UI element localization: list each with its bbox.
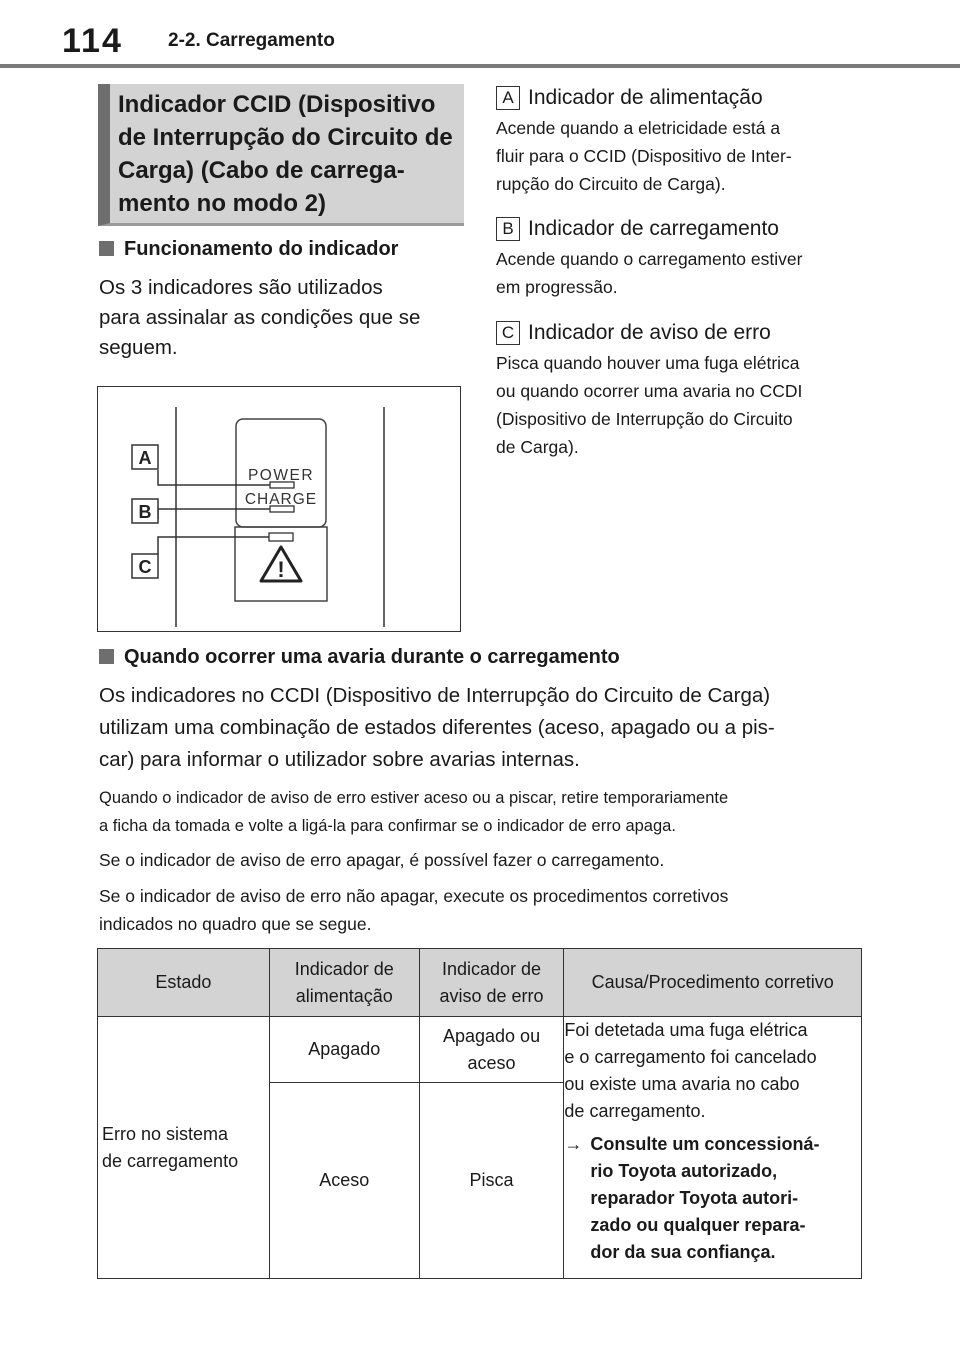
reset-instructions (99, 784, 879, 840)
indicator-b-description (496, 245, 866, 301)
indicator-c-block (496, 321, 866, 461)
topic-title: Indicador CCID (Dispositivo de Interrupção do Circuito de Carga) (Cabo de carrega-mento no modo 2) (118, 91, 453, 217)
estado-cell: Erro no sistema de carregamento (98, 1017, 270, 1279)
error-off-or-on-cell: Apagado ou aceso (419, 1017, 564, 1083)
text-line: (Dispositivo de Interrupção do Circuito (496, 409, 793, 429)
topic-title-box (98, 84, 464, 226)
square-bullet-icon (99, 241, 114, 256)
corrective-action: → Consulte um concessioná- rio Toyota autorizado, reparador Toyota autori- zado ou qualquer repara- dor da sua confiança. (564, 1131, 861, 1266)
letter-badge-b: B (496, 217, 520, 241)
text-line: de Carga). (496, 437, 579, 457)
text-line: fluir para o CCID (Dispositivo de Inter- (496, 146, 792, 166)
text-line: ou quando ocorrer uma avaria no CCDI (496, 381, 803, 401)
power-off-cell: Apagado (269, 1017, 419, 1083)
text-line: a ficha da tomada e volte a ligá-la para confirmar se o indicador de erro apaga. (99, 817, 676, 835)
subheading-malfunction (99, 646, 620, 669)
table-header-row (98, 949, 862, 1017)
text-line: seguem. (99, 336, 178, 359)
label-c: C (138, 557, 152, 577)
text-line: car) para informar o utilizador sobre avarias internas. (99, 748, 580, 771)
power-label: POWER (247, 467, 315, 484)
malfunction-paragraph (99, 680, 879, 776)
ccid-indicator-diagram (97, 386, 461, 632)
text-line: Acende quando o carregamento estiver (496, 249, 803, 269)
subheading-text: Funcionamento do indicador (124, 238, 399, 260)
indicator-a-title: Indicador de alimentação (528, 86, 763, 109)
corrective-note (99, 882, 879, 938)
arrow-right-icon: → (564, 1134, 583, 1154)
text-line: Os 3 indicadores são utilizados (99, 276, 383, 299)
subheading-indicator-operation (99, 238, 398, 261)
text-line: utilizam uma combinação de estados diferentes (aceso, apagado ou a pis- (99, 716, 775, 739)
text-line: rupção do Circuito de Carga). (496, 174, 726, 194)
cause-cell: Foi detetada uma fuga elétrica e o carregamento foi cancelado ou existe uma avaria no cabo de carregamento. → Consulte um concessioná- rio Toyota autorizado, reparador Toyota autori- zado ou qualquer repara- dor da sua confiança. (564, 1017, 862, 1279)
text-line: Quando o indicador de aviso de erro estiver aceso ou a piscar, retire temporariamente (99, 789, 729, 807)
label-b: B (138, 502, 152, 522)
error-blink-cell: Pisca (419, 1083, 564, 1279)
header-error-indicator: Indicador de aviso de erro (419, 949, 564, 1017)
leader-b (158, 509, 270, 519)
warning-exclamation: ! (277, 557, 285, 582)
text-line: Pisca quando houver uma fuga elétrica (496, 353, 800, 373)
ccid-diagram-svg (98, 387, 462, 633)
text-line: em progressão. (496, 277, 618, 297)
letter-badge-a: A (496, 86, 520, 110)
page-number: 114 (62, 22, 123, 60)
section-title: 2-2. Carregamento (168, 30, 335, 51)
indicator-c-description (496, 349, 866, 461)
indicator-a-block (496, 86, 866, 198)
leader-c (158, 537, 269, 554)
intro-paragraph (99, 273, 469, 363)
table-row (98, 1017, 862, 1083)
indicator-a-description (496, 114, 866, 198)
power-on-cell: Aceso (269, 1083, 419, 1279)
charging-possible-note: Se o indicador de aviso de erro apagar, é possível fazer o carregamento. (99, 850, 665, 870)
header-cause: Causa/Procedimento corretivo (564, 949, 862, 1017)
subheading-text: Quando ocorrer uma avaria durante o carregamento (124, 646, 620, 668)
indicator-b-block (496, 217, 866, 301)
letter-badge-c: C (496, 321, 520, 345)
text-line: indicados no quadro que se segue. (99, 914, 372, 934)
indicator-b-title: Indicador de carregamento (528, 217, 779, 240)
label-a: A (138, 448, 152, 468)
error-led (269, 533, 293, 541)
text-line: Se o indicador de aviso de erro não apagar, execute os procedimentos corretivos (99, 886, 729, 906)
troubleshooting-table (97, 948, 862, 1279)
text-line: Os indicadores no CCDI (Dispositivo de Interrupção do Circuito de Carga) (99, 684, 771, 707)
text-line: para assinalar as condições que se (99, 306, 421, 329)
charge-label: CHARGE (244, 491, 318, 508)
square-bullet-icon (99, 649, 114, 664)
indicator-c-title: Indicador de aviso de erro (528, 321, 771, 344)
text-line: Acende quando a eletricidade está a (496, 118, 781, 138)
header-estado: Estado (98, 949, 270, 1017)
header-power-indicator: Indicador de alimentação (269, 949, 419, 1017)
header-divider (0, 64, 960, 68)
